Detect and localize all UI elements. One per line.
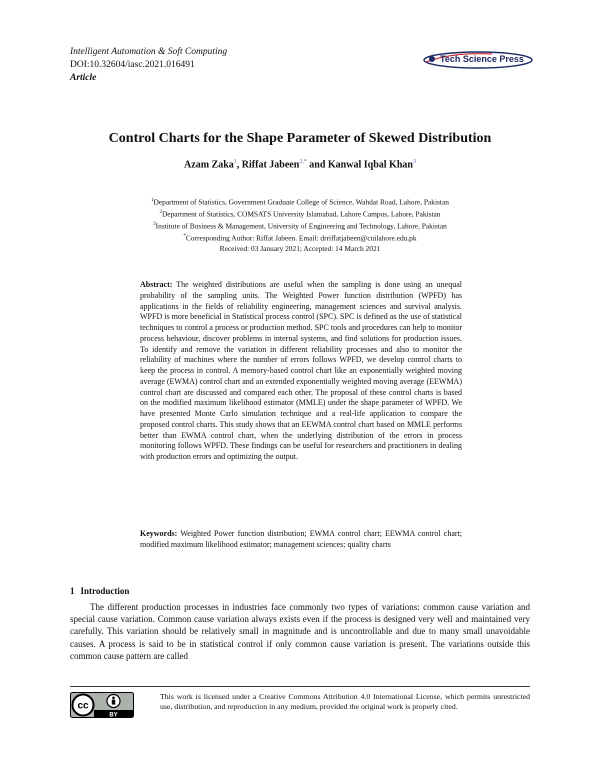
author-separator: and xyxy=(306,159,328,171)
license-text: This work is licensed under a Creative Commons Attribution 4.0 International License, which permits unrestricted use, distribution, and reproduction in any medium, provided the original work is properly cited. xyxy=(160,692,530,712)
affiliation-text: Corresponding Author: Riffat Jabeen. Email: drriffatjabeen@cuilahore.edu.pk xyxy=(185,233,417,243)
author-sup[interactable]: 2,* xyxy=(299,159,307,165)
publisher-name: Tech Science Press xyxy=(440,54,524,64)
affiliation-sup: 3 xyxy=(153,222,156,228)
cc-badge-by-text: BY xyxy=(109,712,118,718)
affiliation-line xyxy=(0,208,600,220)
paper-title: Control Charts for the Shape Parameter of Skewed Distribution xyxy=(108,131,492,146)
journal-name: Intelligent Automation & Soft Computing xyxy=(70,47,228,57)
keywords xyxy=(140,529,462,551)
received-dates: Received: 03 January 2021; Accepted: 14 March 2021 xyxy=(219,244,381,254)
license-divider xyxy=(70,686,530,687)
doi[interactable]: DOI:10.32604/iasc.2021.016491 xyxy=(70,60,195,70)
abstract xyxy=(140,280,462,463)
author-sup[interactable]: 3 xyxy=(412,159,416,165)
article-type: Article xyxy=(70,73,97,83)
keywords-label: Keywords: xyxy=(140,529,178,538)
keywords-text: Weighted Power function distribution; EWMA control chart; EEWMA control chart; modified maximum likelihood estimator; management sciences; quality charts xyxy=(140,529,462,549)
author-name: Riffat Jabeen xyxy=(241,159,300,171)
section-title: Introduction xyxy=(80,586,130,596)
abstract-label: Abstract: xyxy=(140,280,173,289)
affiliation-text: Department of Statistics, COMSATS University Islamabad, Lahore Campus, Lahore, Pakistan xyxy=(161,209,441,219)
section-heading xyxy=(70,586,135,596)
affiliations xyxy=(0,196,600,255)
author-list xyxy=(0,159,600,170)
affiliation-sup: 1 xyxy=(151,198,154,203)
author-sup[interactable]: 1 xyxy=(233,159,237,165)
author-separator: , xyxy=(236,159,242,171)
affiliation-sup: 2 xyxy=(159,210,162,216)
author-name: Azam Zaka xyxy=(184,159,234,171)
section-number: 1 xyxy=(70,586,75,596)
author-name: Kanwal Iqbal Khan xyxy=(327,159,413,171)
affiliation-line xyxy=(0,196,600,208)
affiliation-text: Institute of Business & Management, University of Engineering and Technology, Lahore, Pakistan xyxy=(155,221,447,231)
affiliation-text: Department of Statistics, Government Graduate College of Science, Wahdat Road, Lahore, Pakistan xyxy=(153,197,449,207)
cc-badge-cc-text: cc xyxy=(77,700,89,712)
publisher-logo xyxy=(422,50,534,70)
cc-by-license-icon[interactable] xyxy=(70,692,134,718)
journal-header xyxy=(70,46,227,85)
intro-paragraph: The different production processes in industries face commonly two types of variations: common cause variation and special cause variation. Common cause variation always exists even if the process is designed very well and maintained very carefully. This variation should be relatively small in magnitude and is uncontrollable and due to many small unavoidable causes. A process is said to be in statistical control if only common cause variation is present. The variations outside this common cause pattern are called xyxy=(70,602,530,661)
abstract-text: The weighted distributions are useful when the sampling is done using an unequal probability of the sampling units. The Weighted Power function distribution (WPFD) has applications in the fields of reliability engineering, management sciences and survival analysis. WPFD is more beneficial in Statistical process control (SPC). SPC is defined as the use of statistical techniques to control a process or production method. SPC tools and procedures can help to monitor process behaviour, discover problems in internal systems, and find solutions for production issues. To identify and remove the variation in different reliability processes and also to monitor the reliability of machines where the number of errors follows WPFD, we develop control charts to keep the process in control. A memory-based control chart like an exponentially weighted moving average (EWMA) control chart and an extended exponentially weighted moving average (EEWMA) control chart are discussed and compared each other. The proposal of these control charts is based on the modified maximum likelihood estimator (MMLE) under the shape parameter of WPFD. We have presented Monte Carlo simulation technique and a real-life application to compare the proposed control charts. This study shows that an EEWMA control chart based on MMLE performs better than EWMA control chart, when the underlying distribution of the errors in process monitoring follows WPFD. These findings can be useful for researchers and practitioners in dealing with production errors and optimizing the output. xyxy=(140,280,462,461)
affiliation-line xyxy=(0,220,600,232)
corresponding-author xyxy=(0,232,600,244)
affiliation-sup: * xyxy=(183,234,186,240)
